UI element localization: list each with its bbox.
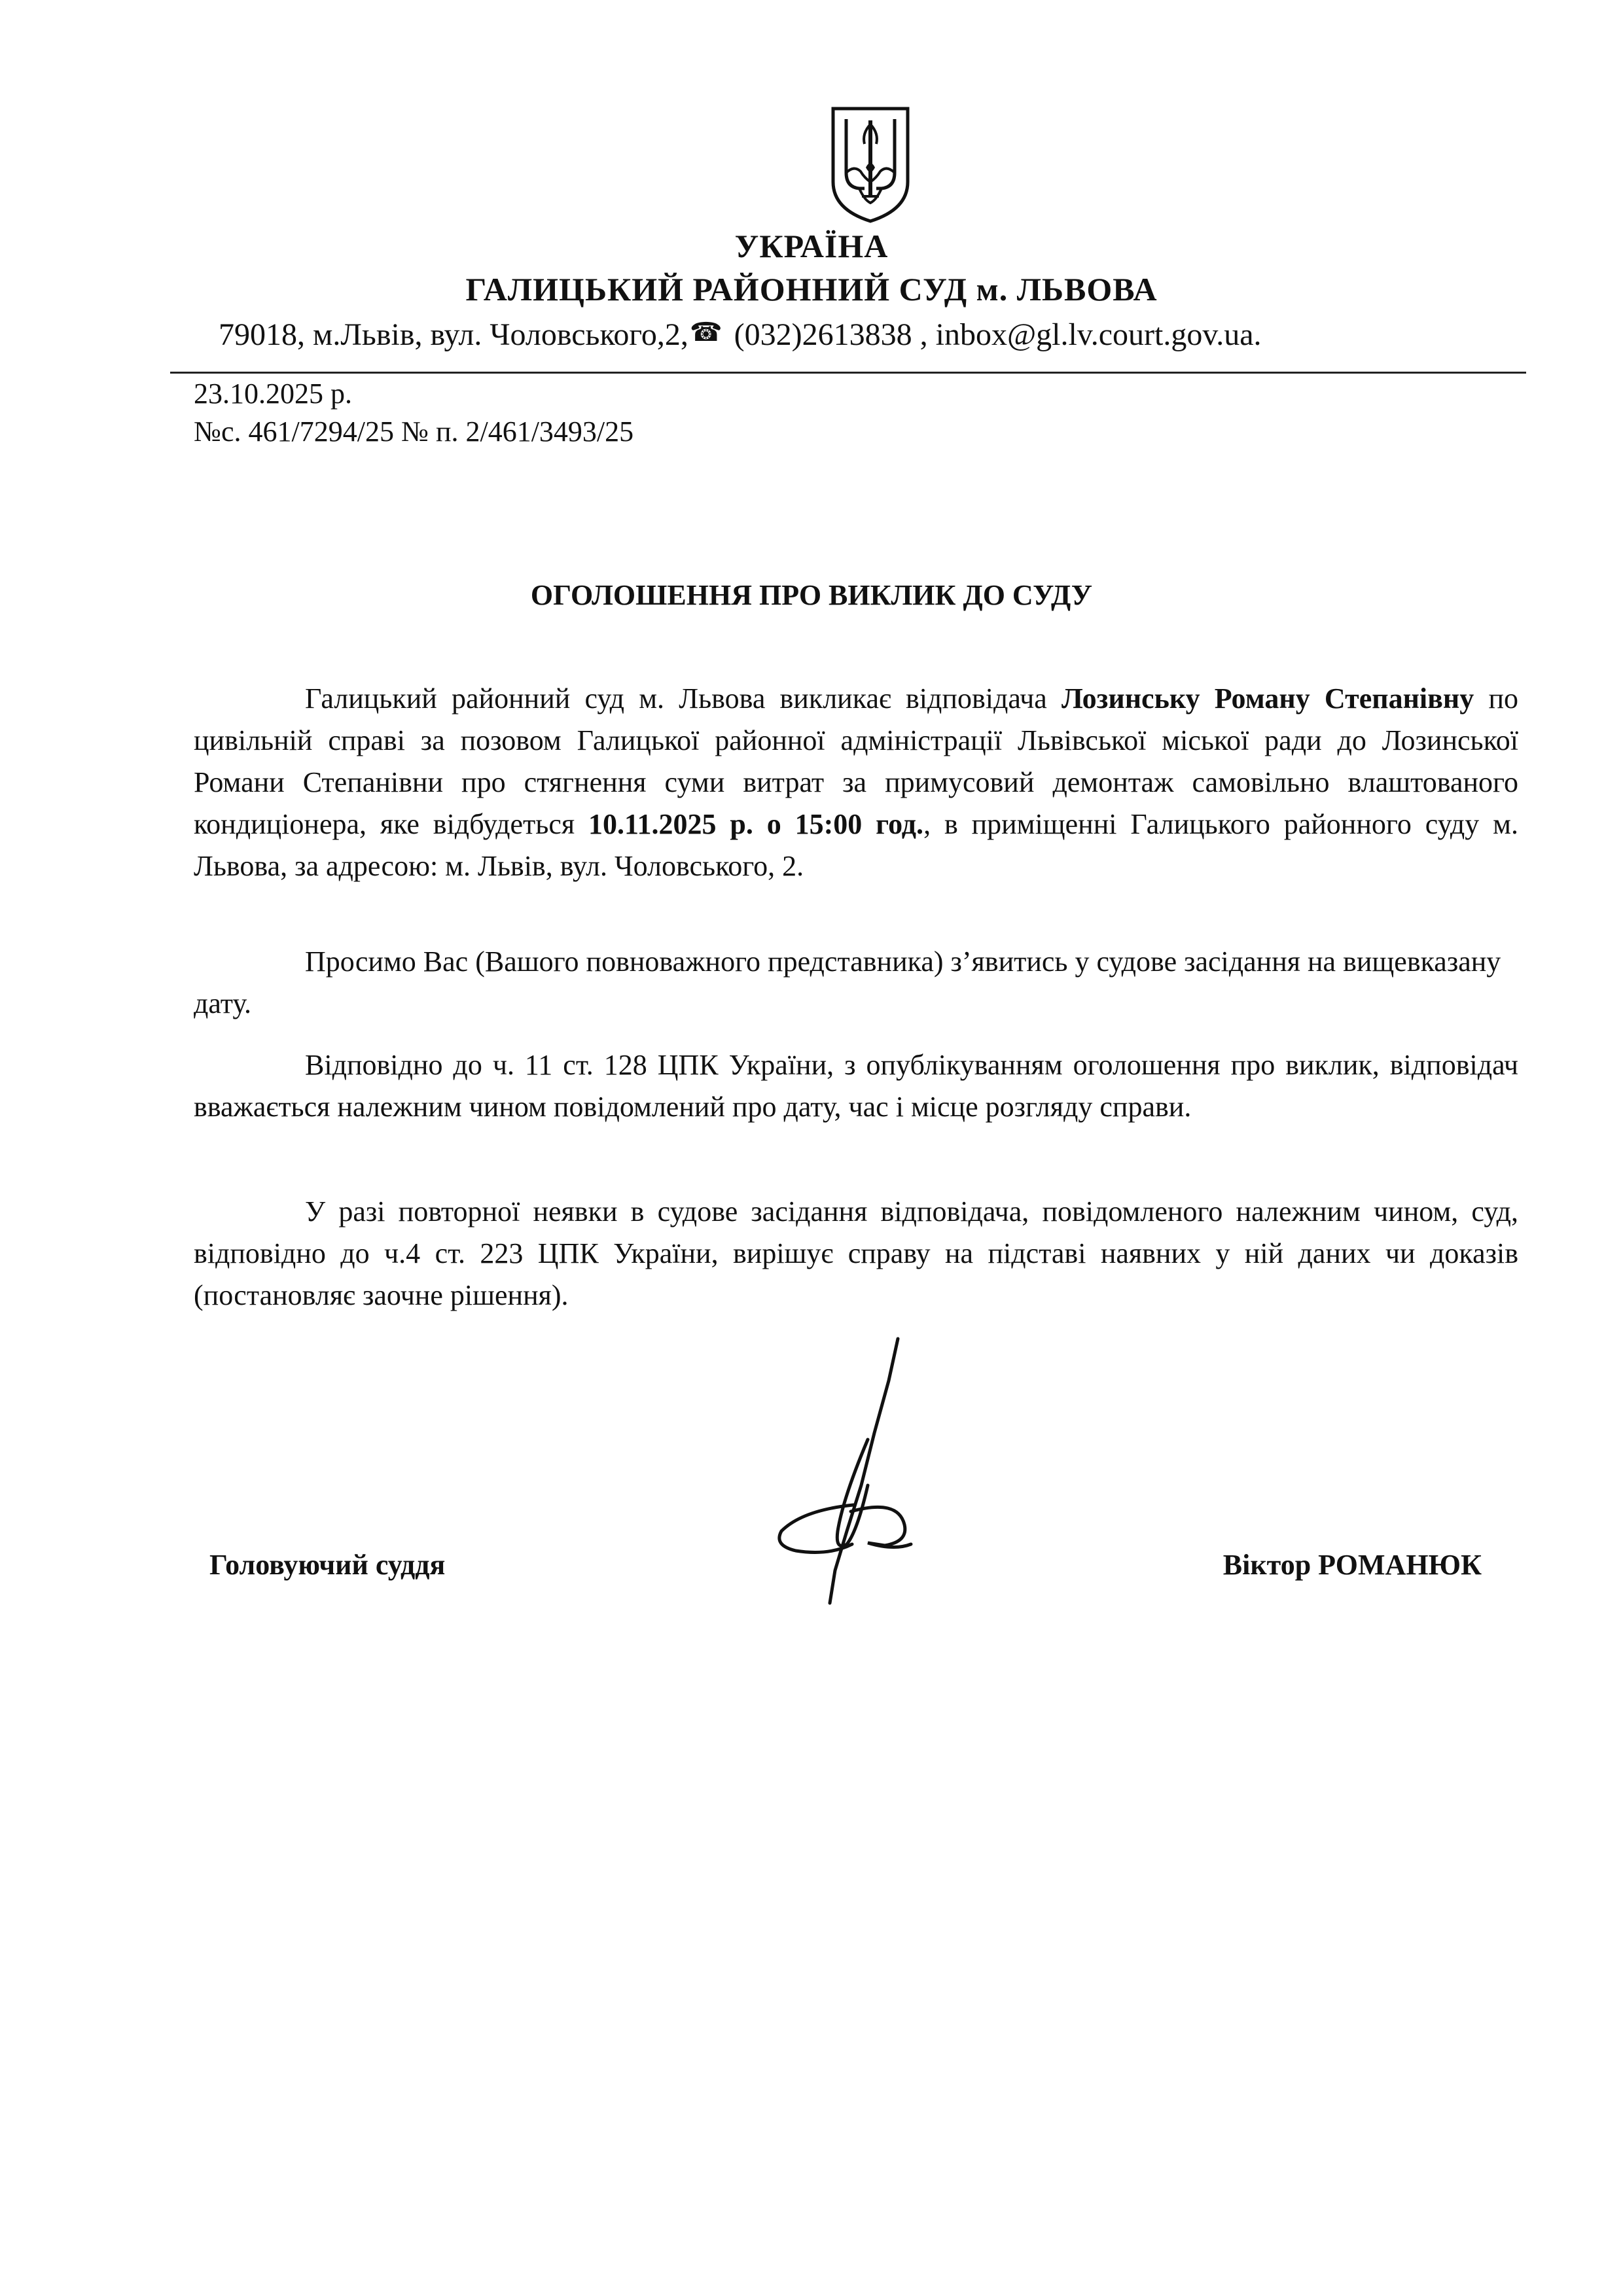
summons-paragraph: [194, 678, 1518, 887]
summons-text-1: Галицький районний суд м. Львова викликає відповідача: [305, 682, 1061, 715]
summons-text-3: , в приміщенні Галицького районного суду м. Львова, за адресою: м. Львів, вул. Чоловського, 2.: [194, 808, 1518, 882]
signatory-name: Віктор РОМАНЮК: [1222, 1549, 1482, 1581]
judge-signature: [770, 1335, 927, 1610]
signatory-role: Головуючий суддя: [209, 1549, 446, 1581]
hearing-datetime: 10.11.2025 р. о 15:00 год.: [588, 808, 924, 840]
court-name-heading: ГАЛИЦЬКИЙ РАЙОННИЙ СУД м. ЛЬВОВА: [465, 271, 1158, 308]
legal-notice-paragraph: Відповідно до ч. 11 ст. 128 ЦПК України, з опублікуванням оголошення про виклик, відповідач вважається належним чином повідомлений про дату, час і місце розгляду справи.: [194, 1049, 1518, 1123]
header-divider: [170, 372, 1526, 374]
document-date: 23.10.2025 р.: [194, 378, 352, 410]
coat-of-arms-icon: [828, 105, 913, 224]
country-heading: УКРАЇНА: [734, 228, 889, 264]
case-numbers: №с. 461/7294/25 № п. 2/461/3493/25: [194, 415, 634, 448]
phone-icon: ☎: [689, 317, 722, 347]
court-address: 79018, м.Львів, вул. Чоловського,2,: [219, 317, 688, 352]
court-contacts: [219, 313, 1262, 355]
summons-text-2: по цивільній справі за позовом Галицької районної адміністрації Львівської міської ради до Лозинської Романи Степанівни про стягнення суми витрат за примусовий демонтаж самовільно влаштованого кондиціонера, яке відбудеться: [194, 682, 1519, 840]
document-title: ОГОЛОШЕННЯ ПРО ВИКЛИК ДО СУДУ: [530, 579, 1093, 611]
court-phone-email: (032)2613838 , inbox@gl.lv.court.gov.ua.: [726, 317, 1262, 352]
default-judgment-paragraph: У разі повторної неявки в судове засідання відповідача, повідомленого належним чином, суд, відповідно до ч.4 ст. 223 ЦПК України, вирішує справу на підставі наявних у ній даних чи доказів (постановляє заочне рішення).: [194, 1195, 1518, 1311]
appearance-request-paragraph: Просимо Вас (Вашого повноважного представника) з’явитись у судове засідання на вищевказану дату.: [194, 945, 1501, 1019]
defendant-name: Лозинську Роману Степанівну: [1061, 682, 1474, 715]
